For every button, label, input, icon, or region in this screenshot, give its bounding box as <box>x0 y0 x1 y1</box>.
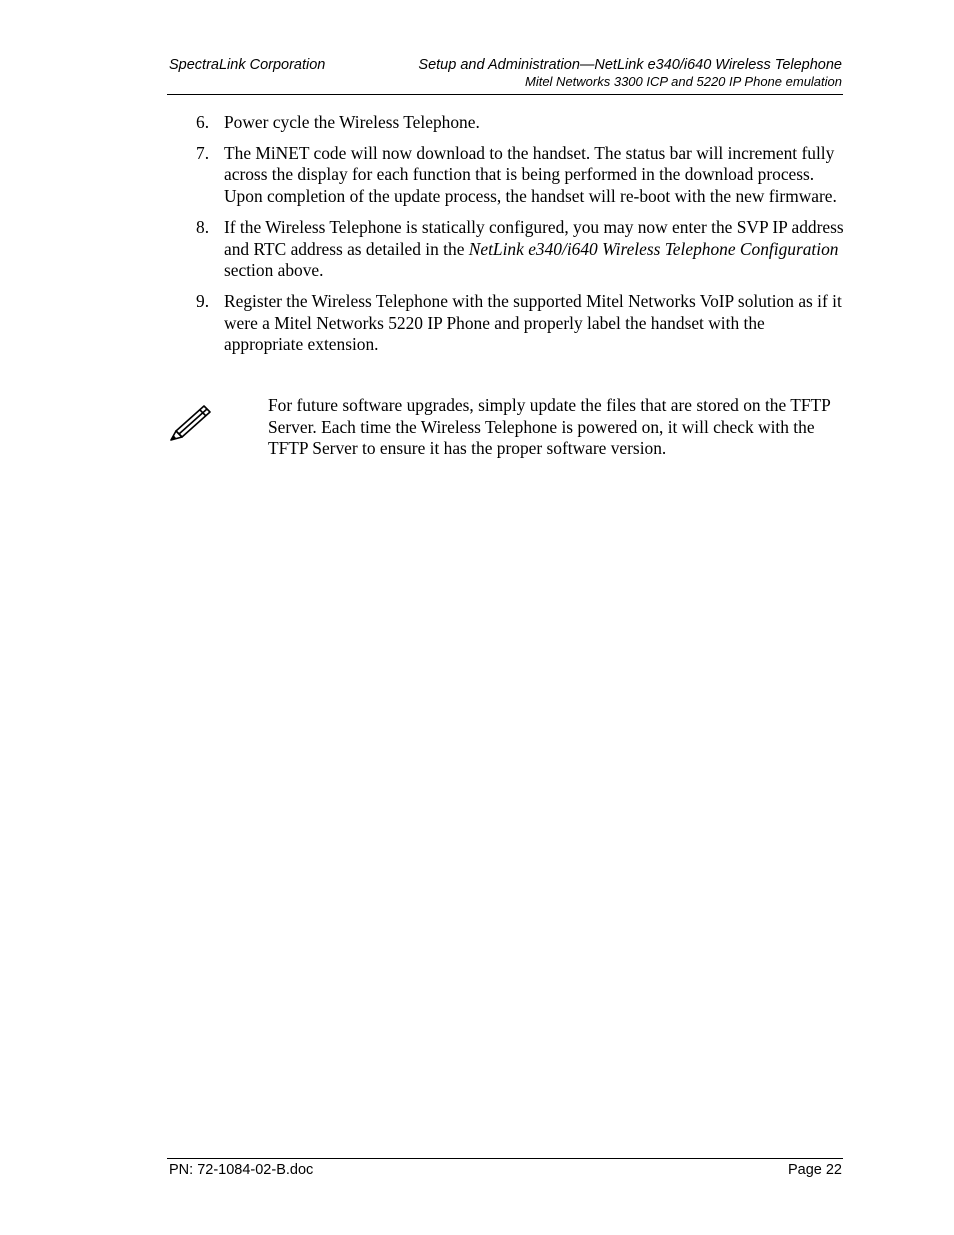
procedure-steps <box>196 112 844 365</box>
header-title: Setup and Administration—NetLink e340/i640 Wireless Telephone <box>418 57 842 73</box>
note-text: For future software upgrades, simply update the files that are stored on the TFTP Server. Each time the Wireless Telephone is powered on, it will check with the TFTP Server to ensure it has the proper software version. <box>268 395 831 459</box>
step-number: 7. <box>196 142 210 163</box>
note-block <box>168 395 844 465</box>
step-text: Register the Wireless Telephone with the supported Mitel Networks VoIP solution as if it were a Mitel Networks 5220 IP Phone and properly label the handset with the appropriate extension. <box>224 290 842 355</box>
page-footer <box>167 1158 843 1178</box>
header-company: SpectraLink Corporation <box>169 57 326 73</box>
page-header <box>167 55 843 95</box>
step-item <box>196 217 844 282</box>
document-number: PN: 72-1084-02-B.doc <box>169 1162 314 1178</box>
page-number: Page 22 <box>787 1162 842 1178</box>
step-text-before: If the Wireless Telephone is statically configured, you may now enter the SVP IP address and RTC address as detailed in the <box>224 216 844 259</box>
step-item <box>196 112 844 134</box>
section-reference: NetLink e340/i640 Wireless Telephone Configuration <box>468 238 839 259</box>
step-text: The MiNET code will now download to the handset. The status bar will increment fully across the display for each function that is being performed in the download process. Upon completion of the update process, the handset will re-boot with the new firmware. <box>224 142 837 207</box>
step-item <box>196 143 844 208</box>
step-text <box>224 217 844 280</box>
step-item <box>196 291 844 356</box>
header-subtitle: Mitel Networks 3300 ICP and 5220 IP Phone emulation <box>525 74 842 89</box>
pencil-icon <box>168 400 214 442</box>
step-number: 9. <box>196 290 210 311</box>
step-number: 8. <box>196 216 210 237</box>
step-text: Power cycle the Wireless Telephone. <box>224 112 480 132</box>
step-number: 6. <box>196 112 210 132</box>
step-text-after: section above. <box>224 260 324 281</box>
